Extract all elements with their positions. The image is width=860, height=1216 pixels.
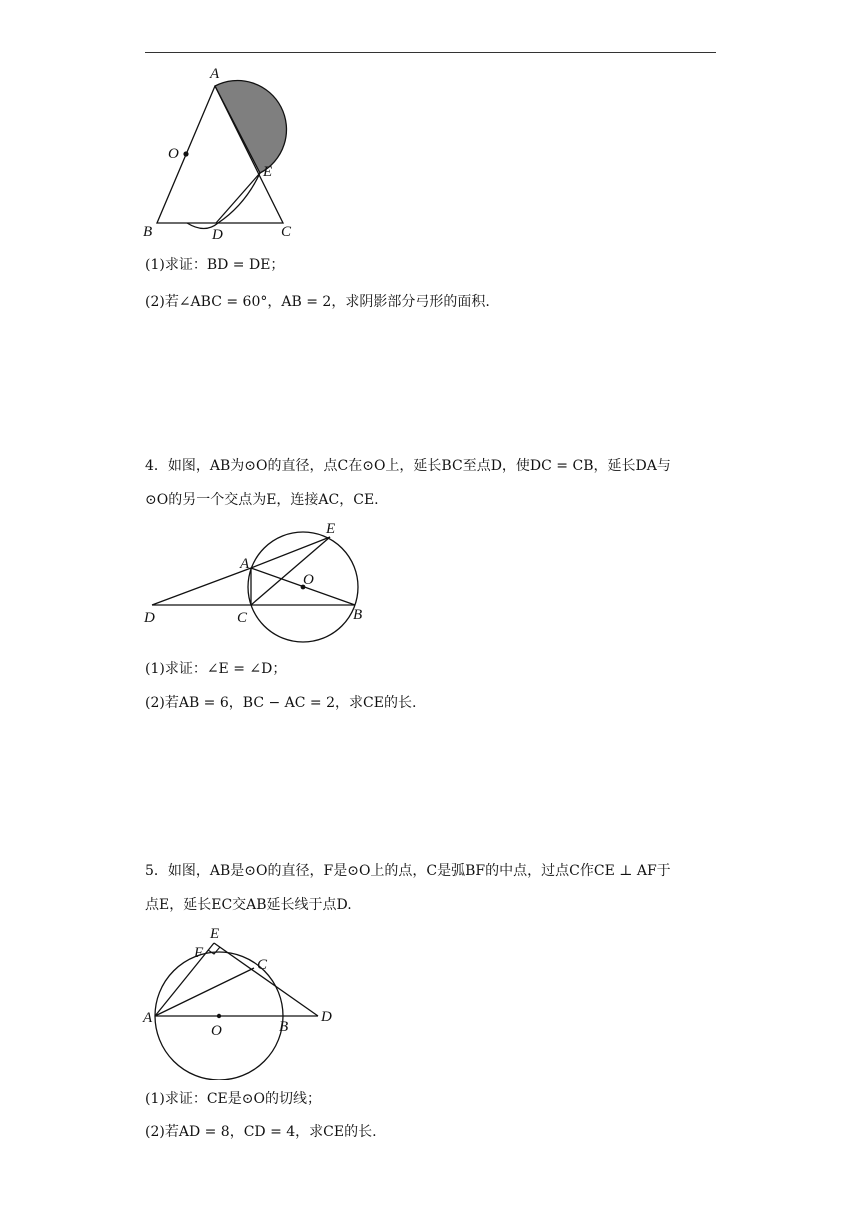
label-a: A xyxy=(210,66,220,82)
label-d: D xyxy=(321,1009,332,1025)
problem5-question2: (2)若AD = 8，CD = 4，求CE的长. xyxy=(145,1124,377,1140)
center-point-o xyxy=(183,151,188,156)
problem4-stem-line2: ⊙O的另一个交点为E，连接AC，CE. xyxy=(145,492,379,508)
label-e: E xyxy=(210,926,220,942)
figure-problem3 xyxy=(135,60,310,245)
label-d: D xyxy=(144,610,155,626)
problem4-question1: (1)求证：∠E = ∠D； xyxy=(145,661,287,677)
label-b: B xyxy=(353,607,363,623)
label-a: A xyxy=(143,1010,153,1026)
segment-de xyxy=(216,173,260,223)
segment-ce xyxy=(251,537,330,605)
label-f: F xyxy=(194,945,204,961)
figure-problem5 xyxy=(135,920,345,1080)
problem4-stem-line1: 4．如图，AB为⊙O的直径，点C在⊙O上，延长BC至点D，使DC = CB，延长DA与 xyxy=(145,458,671,474)
label-b: B xyxy=(279,1019,289,1035)
segment-ae xyxy=(251,537,330,568)
label-d: D xyxy=(212,227,223,243)
label-o: O xyxy=(168,146,179,162)
label-c: C xyxy=(281,224,292,240)
problem4-question2: (2)若AB = 6，BC − AC = 2，求CE的长. xyxy=(145,695,417,711)
label-a: A xyxy=(240,556,250,572)
problem5-stem-line2: 点E，延长EC交AB延长线于点D. xyxy=(145,897,352,913)
label-o: O xyxy=(211,1023,222,1039)
problem5-question1: (1)求证：CE是⊙O的切线； xyxy=(145,1091,321,1107)
label-e: E xyxy=(326,521,336,537)
label-c: C xyxy=(237,610,248,626)
label-b: B xyxy=(143,224,153,240)
label-e: E xyxy=(263,164,273,180)
header-rule xyxy=(145,52,716,53)
problem3-question1: (1)求证：BD = DE； xyxy=(145,257,285,273)
figure-problem4 xyxy=(135,515,375,645)
segment-ae xyxy=(155,943,214,1016)
center-point-o xyxy=(217,1014,221,1018)
arc-bde xyxy=(187,173,260,229)
segment-da xyxy=(152,568,251,605)
problem5-stem-line1: 5．如图，AB是⊙O的直径，F是⊙O上的点，C是弧BF的中点，过点C作CE ⊥ AF于 xyxy=(145,863,671,879)
problem3-question2: (2)若∠ABC = 60°，AB = 2，求阴影部分弓形的面积. xyxy=(145,294,490,310)
label-c: C xyxy=(257,957,268,973)
label-o: O xyxy=(303,572,314,588)
